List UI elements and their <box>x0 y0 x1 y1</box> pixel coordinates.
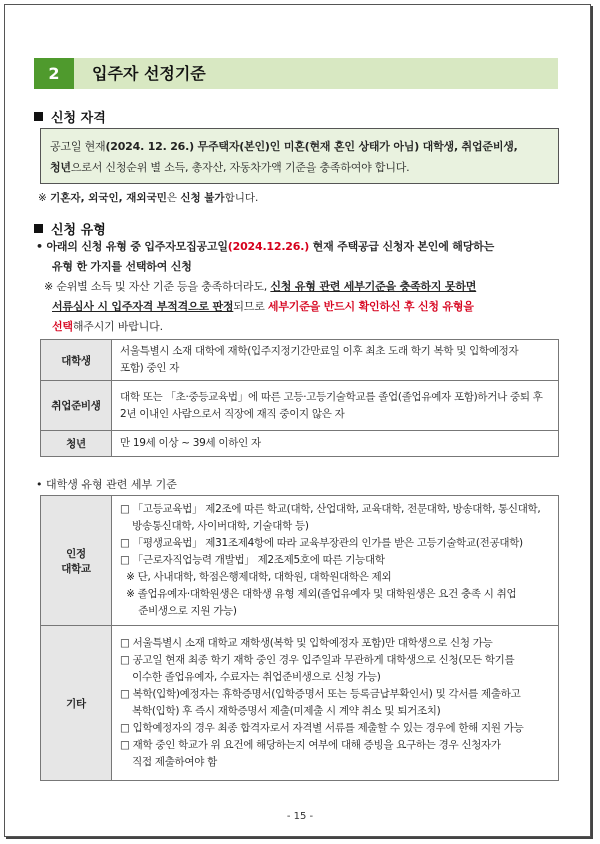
eligibility-box <box>40 128 559 184</box>
table-row <box>41 431 559 457</box>
criteria-table <box>40 495 559 781</box>
types-note-line-2: 서류심사 시 입주자격 부적격으로 판정되므로 세부기준을 반드시 확인하신 후 신청 유형을 <box>52 300 474 313</box>
eligibility-note: ※ 기혼자, 외국인, 재외국민은 신청 불가합니다. <box>38 192 259 204</box>
eligibility-line-2: 청년으로서 신청순위 별 소득, 총자산, 자동차가액 기준을 충족하여야 합니다. <box>50 161 410 174</box>
table-row <box>41 340 559 381</box>
type-description: 서울특별시 소재 대학에 재학(입주지정기간만료일 이후 최초 도래 학기 복학 및 입학예정자 포함) 중인 자 <box>112 340 559 381</box>
eligibility-heading-text: 신청 자격 <box>51 111 106 126</box>
table-row <box>41 381 559 431</box>
criteria-description: □ 「고등교육법」 제2조에 따른 학교(대학, 산업대학, 교육대학, 전문대학, 방송대학, 통신대학, 방송통신대학, 사이버대학, 기술대학 등) □ 「평생교육법」 제31조제4항에 따라 교육부장관의 인가를 받은 고등기술학교(전공대학) □ 「근로자직업능력 개발법」 제2조제5호에 따른 기능대학 ※ 단, 사내대학, 학점은행제대학, 대학원, 대학원대학은 제외 ※ 졸업유예자·대학원생은 대학생 유형 제외(졸업유예자 및 대학원생은 요건 충족 시 취업 준비생으로 지원 가능) <box>112 496 559 626</box>
types-bullet-line-2: 유형 한 가지를 선택하여 신청 <box>52 260 192 273</box>
type-description: 대학 또는 「초·중등교육법」에 따른 고등·고등기술학교를 졸업(졸업유예자 포함)하거나 중퇴 후 2년 이내인 사람으로서 직장에 재직 중이지 않은 자 <box>112 381 559 431</box>
types-heading <box>34 219 106 238</box>
section-number: 2 <box>34 58 74 89</box>
types-note-line-1: ※ 순위별 소득 및 자산 기준 등을 충족하더라도, 신청 유형 관련 세부기준을 충족하지 못하면 <box>44 280 477 293</box>
page-number: - 15 - <box>286 811 314 822</box>
table-row <box>41 496 559 626</box>
types-heading-text: 신청 유형 <box>51 223 106 238</box>
criteria-label: 인정 대학교 <box>41 496 112 626</box>
criteria-description: □ 서울특별시 소재 대학교 재학생(복학 및 입학예정자 포함)만 대학생으로 신청 가능 □ 공고일 현재 최종 학기 재학 중인 경우 입주일과 무관하게 대학생으로 신청(모든 학기를 이수한 졸업유예자, 수료자는 취업준비생으로 신청 가능) □ 복학(입학)예정자는 휴학증명서(입학증명서 또는 등록금납부확인서) 및 각서를 제출하고 복학(입학) 후 즉시 재학증명서 제출(미제출 시 계약 취소 및 퇴거조치) □ 입학예정자의 경우 최종 합격자로서 자격별 서류를 제출할 수 있는 경우에 한해 지원 가능 □ 재학 중인 학교가 위 요건에 해당하는지 여부에 대해 증빙을 요구하는 경우 신청자가 직접 제출하여야 함 <box>112 626 559 781</box>
section-header <box>34 58 558 89</box>
type-label: 대학생 <box>41 340 112 381</box>
eligibility-heading <box>34 107 106 126</box>
types-table <box>40 339 559 457</box>
square-bullet-icon <box>34 112 43 121</box>
section-title: 입주자 선정기준 <box>92 64 206 83</box>
eligibility-line-1: 공고일 현재(2024. 12. 26.) 무주택자(본인)인 미혼(현재 혼인 상태가 아님) 대학생, 취업준비생, <box>50 140 518 153</box>
table-row <box>41 626 559 781</box>
types-bullet-line-1: • 아래의 신청 유형 중 입주자모집공고일(2024.12.26.) 현재 주택공급 신청자 본인에 해당하는 <box>36 240 494 253</box>
type-label: 청년 <box>41 431 112 457</box>
criteria-label: 기타 <box>41 626 112 781</box>
type-description: 만 19세 이상 ~ 39세 이하인 자 <box>112 431 559 457</box>
square-bullet-icon <box>34 224 43 233</box>
type-label: 취업준비생 <box>41 381 112 431</box>
types-note-line-3: 선택해주시기 바랍니다. <box>52 320 163 333</box>
criteria-heading: • 대학생 유형 관련 세부 기준 <box>36 478 177 491</box>
